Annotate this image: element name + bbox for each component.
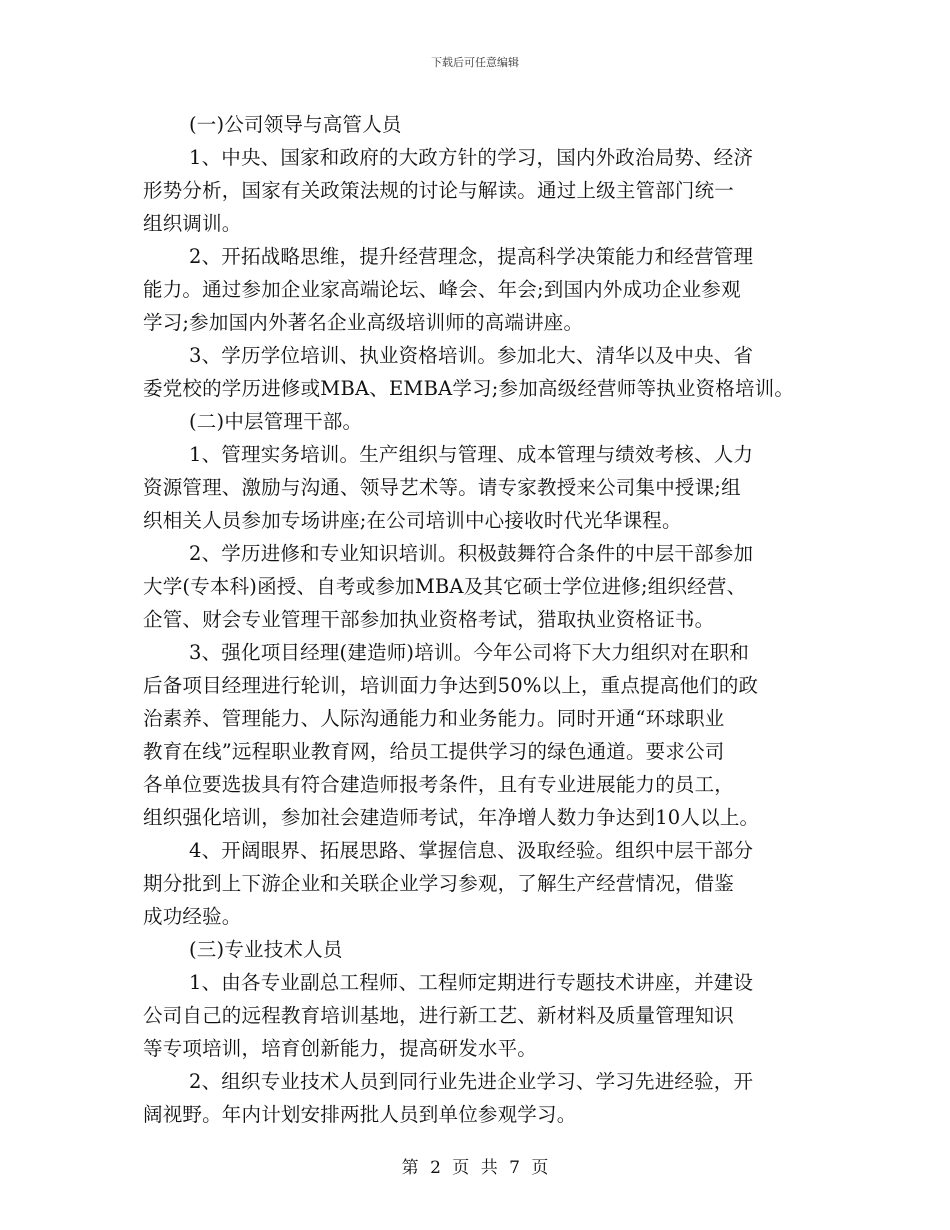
text-line: 期分批到上下游企业和关联企业学习参观，了解生产经营情况，借鉴 — [143, 872, 735, 895]
text-line: 委党校的学历进修或MBA、EMBA学习;参加高级经营师等执业资格培训。 — [143, 377, 795, 400]
text-line: 资源管理、激励与沟通、领导艺术等。请专家教授来公司集中授课;组 — [143, 476, 741, 499]
document-body — [143, 108, 815, 1131]
text-line: 学习;参加国内外著名企业高级培训师的高端讲座。 — [143, 311, 584, 334]
text-line: 3、强化项目经理(建造师)培训。今年公司将下大力组织对在职和 — [189, 641, 750, 664]
text-line: (三)专业技术人员 — [189, 938, 343, 961]
page-header: 下载后可任意编辑 — [431, 56, 519, 69]
text-line: 大学(专本科)函授、自考或参加MBA及其它硕士学位进修;组织经营、 — [143, 575, 747, 598]
text-line: 4、开阔眼界、拓展思路、掌握信息、汲取经验。组织中层干部分 — [189, 839, 754, 862]
text-line: 1、管理实务培训。生产组织与管理、成本管理与绩效考核、人力 — [189, 443, 754, 466]
text-line: 1、中央、国家和政府的大政方针的学习，国内外政治局势、经济 — [189, 146, 754, 169]
text-line: 成功经验。 — [143, 905, 242, 928]
text-line: 教育在线”远程职业教育网，给员工提供学习的绿色通道。要求公司 — [143, 740, 725, 763]
text-line: 公司自己的远程教育培训基地，进行新工艺、新材料及质量管理知识 — [143, 1004, 735, 1027]
text-line: 2、学历进修和专业知识培训。积极鼓舞符合条件的中层干部参加 — [189, 542, 754, 565]
text-line: 组织调训。 — [143, 212, 242, 235]
text-line: 企管、财会专业管理干部参加执业资格考试，猎取执业资格证书。 — [143, 608, 715, 631]
text-line: 等专项培训，培育创新能力，提高研发水平。 — [143, 1037, 538, 1060]
text-line: 治素养、管理能力、人际沟通能力和业务能力。同时开通“环球职业 — [143, 707, 725, 730]
text-line: 2、组织专业技术人员到同行业先进企业学习、学习先进经验，开 — [189, 1070, 754, 1093]
text-line: (二)中层管理干部。 — [189, 410, 363, 433]
text-line: 2、开拓战略思维，提升经营理念，提高科学决策能力和经营管理 — [189, 245, 754, 268]
text-line: 能力。通过参加企业家高端论坛、峰会、年会;到国内外成功企业参观 — [143, 278, 741, 301]
text-line: 阔视野。年内计划安排两批人员到单位参观学习。 — [143, 1103, 577, 1126]
text-line: 组织强化培训，参加社会建造师考试，年净增人数力争达到10人以上。 — [143, 806, 760, 829]
text-line: 后备项目经理进行轮训，培训面力争达到50%以上，重点提高他们的政 — [143, 674, 759, 697]
text-line: 各单位要选拔具有符合建造师报考条件，且有专业进展能力的员工， — [143, 773, 735, 796]
text-line: (一)公司领导与高管人员 — [189, 113, 402, 136]
page-number: 第 2 页 共 7 页 — [401, 1158, 549, 1178]
text-line: 织相关人员参加专场讲座;在公司培训中心接收时代光华课程。 — [143, 509, 682, 532]
text-line: 3、学历学位培训、执业资格培训。参加北大、清华以及中央、省 — [189, 344, 754, 367]
text-line: 1、由各专业副总工程师、工程师定期进行专题技术讲座，并建设 — [189, 971, 754, 994]
text-line: 形势分析，国家有关政策法规的讨论与解读。通过上级主管部门统一 — [143, 179, 735, 202]
